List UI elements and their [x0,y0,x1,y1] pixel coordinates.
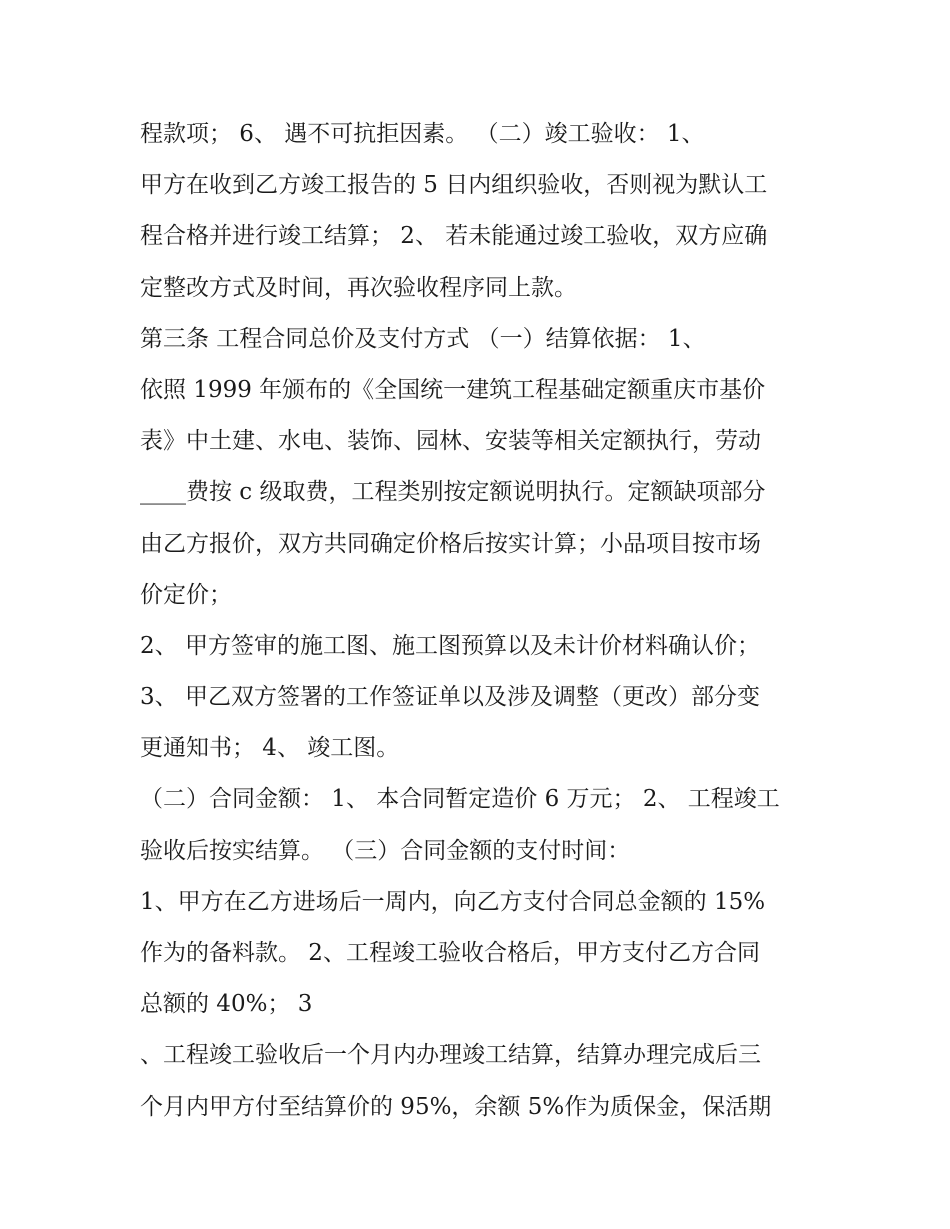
text-line: 程合格并进行竣工结算； 2、 若未能通过竣工验收，双方应确 [140,223,768,250]
section-heading-line: 第三条 工程合同总价及支付方式 （一）结算依据： 1、 [140,325,706,352]
text-line: 定整改方式及时间，再次验收程序同上款。 [140,274,577,301]
text-line: ____费按 c 级取费，工程类别按定额说明执行。定额缺项部分 [140,479,766,506]
text-line: 价定价； [140,581,232,608]
text-line: 更通知书； 4、 竣工图。 [140,735,400,762]
text-line: 由乙方报价，双方共同确定价格后按实计算；小品项目按市场 [140,530,761,557]
text-line: 2、 甲方签审的施工图、施工图预算以及未计价材料确认价； [140,632,760,659]
text-line: 验收后按实结算。 （三）合同金额的支付时间： [140,837,631,864]
text-line: （二）合同金额： 1、 本合同暂定造价 6 万元； 2、 工程竣工 [140,786,780,813]
contract-text [140,109,840,1133]
text-line: 甲方在收到乙方竣工报告的 5 日内组织验收，否则视为默认工 [140,172,768,199]
text-line: 总额的 40%； 3 [140,991,313,1018]
text-line: 3、 甲乙双方签署的工作签证单以及涉及调整（更改）部分变 [140,684,760,711]
text-line: 、工程竣工验收后一个月内办理竣工结算，结算办理完成后三 [140,1042,761,1069]
text-line: 作为的备料款。 2、工程竣工验收合格后，甲方支付乙方合同 [140,940,760,966]
text-line: 表》中土建、水电、装饰、园林、安装等相关定额执行，劳动 [140,428,761,455]
text-line: 程款项； 6、 遇不可抗拒因素。 （二）竣工验收： 1、 [140,121,705,147]
text-line: 个月内甲方付至结算价的 95%，余额 5%作为质保金，保活期 [140,1093,772,1120]
text-line: 依照 1999 年颁布的《全国统一建筑工程基础定额重庆市基价 [140,376,766,403]
text-line: 1、甲方在乙方进场后一周内，向乙方支付合同总金额的 15% [140,888,766,915]
